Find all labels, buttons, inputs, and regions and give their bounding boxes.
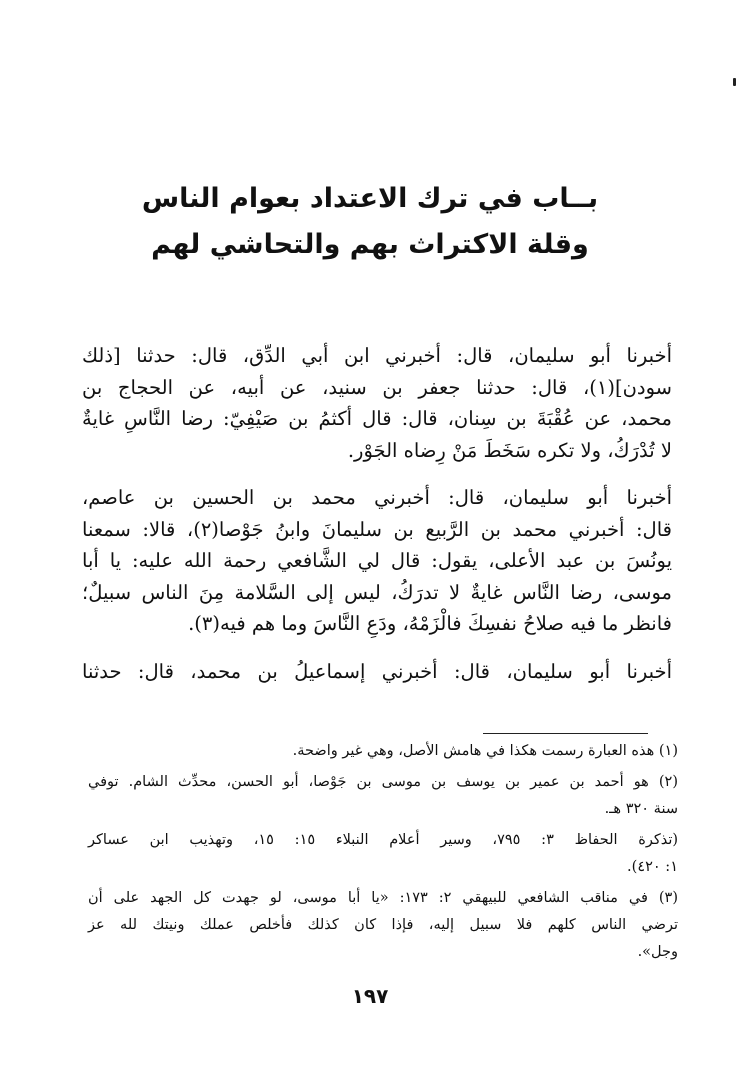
chapter-title-line-2: وقلة الاكتراث بهم والتحاشي لهم bbox=[151, 229, 589, 260]
text-line: سودن](١)، قال: حدثنا جعفر بن سنيد، عن أبيه، عن الحجاج بن bbox=[82, 375, 672, 399]
paragraph bbox=[82, 340, 672, 466]
text-line: موسى، رضا النَّاس غايةٌ لا تدرَكُ، ليس إلى السَّلامة مِنَ الناس سبيلٌ؛ bbox=[82, 580, 672, 604]
text-line: أخبرنا أبو سليمان، قال: أخبرني محمد بن الحسين بن عاصم، bbox=[82, 486, 672, 509]
text-line: يونُسَ بن عبد الأعلى، يقول: قال لي الشَّافعي رحمة الله عليه: يا أبا bbox=[82, 549, 672, 572]
paragraph bbox=[82, 482, 672, 640]
footnote-line: (تذكرة الحفاظ ٣: ٧٩٥، وسير أعلام النبلاء ١٥: ١٥، وتهذيب ابن عساكر bbox=[88, 832, 679, 848]
footnote-2-reference bbox=[88, 827, 678, 881]
footnote-line: ترضي الناس كلهم فلا سبيل إليه، فإذا كان كذلك فأخلص عملك ونيتك لله عز bbox=[88, 917, 678, 933]
text-line: أخبرنا أبو سليمان، قال: أخبرني ابن أبي الدِّق، قال: حدثنا [ذلك bbox=[82, 344, 672, 367]
footnote-line: ١: ٤٢٠). bbox=[627, 859, 678, 875]
footnote-3 bbox=[88, 885, 678, 966]
chapter-title bbox=[0, 176, 740, 268]
footnote-line: (٣) في مناقب الشافعي للبيهقي ٢: ١٧٣: «يا أبا موسى، لو جهدت كل الجهد على أن bbox=[88, 890, 678, 906]
page-number: ١٩٧ bbox=[351, 984, 389, 1008]
footnote-line: (١) هذه العبارة رسمت هكذا في هامش الأصل، وهي غير واضحة. bbox=[292, 743, 678, 759]
text-line: أخبرنا أبو سليمان، قال: أخبرني إسماعيلُ بن محمد، قال: حدثنا bbox=[82, 659, 672, 683]
footnote-line: (٢) هو أحمد بن عمير بن يوسف بن موسى بن جَوْصا، أبو الحسن، محدِّث الشام. توفي bbox=[88, 774, 678, 790]
text-line: قال: أخبرني محمد بن الرَّبيع بن سليمانَ وابنُ جَوْصا(٢)، قالا: سمعنا bbox=[82, 517, 672, 541]
footnote-line: وجل». bbox=[637, 944, 678, 960]
chapter-title-line-1: بــاب في ترك الاعتداد بعوام الناس bbox=[141, 183, 599, 214]
footnotes bbox=[88, 738, 678, 970]
text-line: لا تُدْرَكُ، ولا تكره سَخَطَ مَنْ رِضاه الجَوْر. bbox=[347, 438, 672, 462]
footnote-line: سنة ٣٢٠ هـ. bbox=[604, 801, 678, 817]
footnote-1 bbox=[88, 738, 678, 765]
main-text bbox=[82, 340, 672, 703]
text-line: محمد، عن عُقْبَةَ بن سِنان، قال: قال أكثمُ بن صَيْفِيّ: رضا النَّاسِ غايةٌ bbox=[82, 407, 672, 430]
text-line: فانظر ما فيه صلاحُ نفسِكَ فالْزَمْهُ، ودَعِ النَّاسَ وما هم فيه(٣). bbox=[188, 612, 672, 635]
page-edge-mark bbox=[733, 78, 736, 86]
footnote-2 bbox=[88, 769, 678, 823]
paragraph bbox=[82, 656, 672, 688]
footnote-separator bbox=[483, 733, 648, 734]
